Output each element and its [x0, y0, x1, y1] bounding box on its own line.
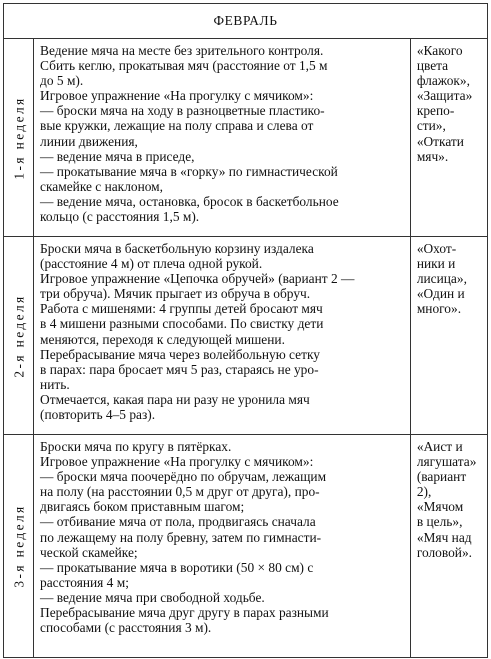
activity-line: двигаясь боком приставным шагом;	[40, 499, 245, 515]
activity-line: нить.	[40, 376, 70, 392]
activity-line: (повторить 4–5 раз).	[40, 407, 156, 423]
activity-line: вые кружки, лежащие на полу справа и слева от	[40, 118, 314, 134]
activity-line: Перебрасывание мяча друг другу в парах разными	[40, 605, 329, 621]
activity-line: на полу (на расстоянии 0,5 м друг от друга), про-	[40, 484, 320, 500]
activity-line: — броски мяча поочерёдно по обручам, лежащим	[40, 469, 327, 485]
game-line: «Защита»	[416, 88, 473, 104]
activity-line: скамейке с наклоном,	[40, 178, 163, 194]
game-line: крепо-	[416, 103, 455, 119]
game-line: «Аист и	[416, 439, 463, 454]
plan-table	[3, 3, 488, 658]
game-line: цвета	[416, 58, 449, 74]
activity-line: до 5 м).	[40, 73, 84, 89]
activities-cell-3	[34, 435, 411, 658]
activity-line: по лежащему на полу бревну, затем по гимнасти-	[40, 529, 322, 545]
activity-line: Ведение мяча на месте без зрительного контроля.	[40, 43, 324, 58]
week-row-3	[4, 435, 488, 658]
week-row-2	[4, 237, 488, 435]
activities-cell-2	[34, 237, 411, 435]
game-line: «Мяч над	[416, 529, 472, 545]
activity-line: способами (с расстояния 3 м).	[40, 620, 212, 636]
game-line: ники и	[416, 256, 456, 272]
game-line: флажок»,	[416, 73, 470, 89]
activity-line: меняются, переходя к следующей мишени.	[40, 331, 285, 347]
activity-line: Броски мяча по кругу в пятёрках.	[40, 439, 232, 454]
activity-line: Игровое упражнение «На прогулку с мячиком»:	[40, 88, 314, 104]
games-cell-1	[410, 39, 487, 237]
game-line: много».	[416, 301, 462, 317]
activity-line: — ведение мяча при свободной ходьбе.	[40, 589, 265, 605]
week-label-cell-1	[4, 39, 34, 237]
activity-line: — отбивание мяча от пола, продвигаясь сначала	[40, 514, 316, 530]
activity-line: ческой скамейке;	[40, 544, 138, 560]
activity-line: Игровое упражнение «На прогулку с мячиком»:	[40, 454, 314, 470]
week-label-2: 2-я неделя	[10, 293, 26, 378]
week-label-1: 1-я неделя	[10, 95, 26, 180]
activity-line: — броски мяча на ходу в разноцветные пластико-	[40, 103, 325, 119]
activity-line: расстояния 4 м;	[40, 574, 129, 590]
week-label-cell-2	[4, 237, 34, 435]
activity-line: — ведение мяча в приседе,	[40, 148, 195, 164]
activity-line: кольцо (с расстояния 1,5 м).	[40, 209, 200, 225]
activity-line: три обруча). Мячик прыгает из обруча в обруч.	[40, 286, 311, 302]
activity-line: Игровое упражнение «Цепочка обручей» (вариант 2 —	[40, 271, 355, 287]
games-cell-2	[410, 237, 487, 435]
game-line: лягушата»	[416, 454, 477, 470]
games-cell-3	[410, 435, 487, 658]
table-header-row	[4, 4, 488, 39]
activity-line: в парах: пара бросает мяч 5 раз, стараясь не уро-	[40, 361, 319, 377]
game-line: (вариант	[416, 469, 467, 485]
game-line: «Откати	[416, 133, 464, 149]
game-line: лисица»,	[416, 271, 467, 287]
activity-line: линии движения,	[40, 133, 138, 149]
game-line: «Мячом	[416, 499, 464, 515]
month-title: ФЕВРАЛЬ	[4, 4, 488, 39]
game-line: 2),	[416, 484, 432, 500]
activity-line: (расстояние 4 м) от плеча одной рукой.	[40, 256, 263, 272]
game-line: «Охот-	[416, 241, 457, 256]
activity-line: Броски мяча в баскетбольную корзину издалека	[40, 241, 314, 256]
activity-line: Отмечается, какая пара ни разу не уронила мяч	[40, 391, 310, 407]
game-line: сти»,	[416, 118, 446, 134]
game-line: головой».	[416, 544, 473, 560]
game-line: «Какого	[416, 43, 463, 58]
game-line: мяч».	[416, 148, 449, 164]
game-line: «Один и	[416, 286, 465, 302]
week-label-3: 3-я неделя	[10, 504, 26, 588]
week-row-1	[4, 39, 488, 237]
activity-line: Работа с мишенями: 4 группы детей бросают мяч	[40, 301, 323, 317]
game-line: в цель»,	[416, 514, 463, 530]
activity-line: Перебрасывание мяча через волейбольную сетку	[40, 346, 320, 362]
activity-line: Сбить кеглю, прокатывая мяч (расстояние от 1,5 м	[40, 58, 328, 74]
activity-line: — прокатывание мяча в воротики (50 × 80 см) с	[40, 559, 314, 575]
activity-line: в 4 мишени разными способами. По свистку дети	[40, 316, 324, 332]
activity-line: — ведение мяча, остановка, бросок в баскетбольное	[40, 193, 339, 209]
activities-cell-1	[34, 39, 411, 237]
activity-line: — прокатывание мяча в «горку» по гимнастической	[40, 163, 338, 179]
week-label-cell-3	[4, 435, 34, 658]
